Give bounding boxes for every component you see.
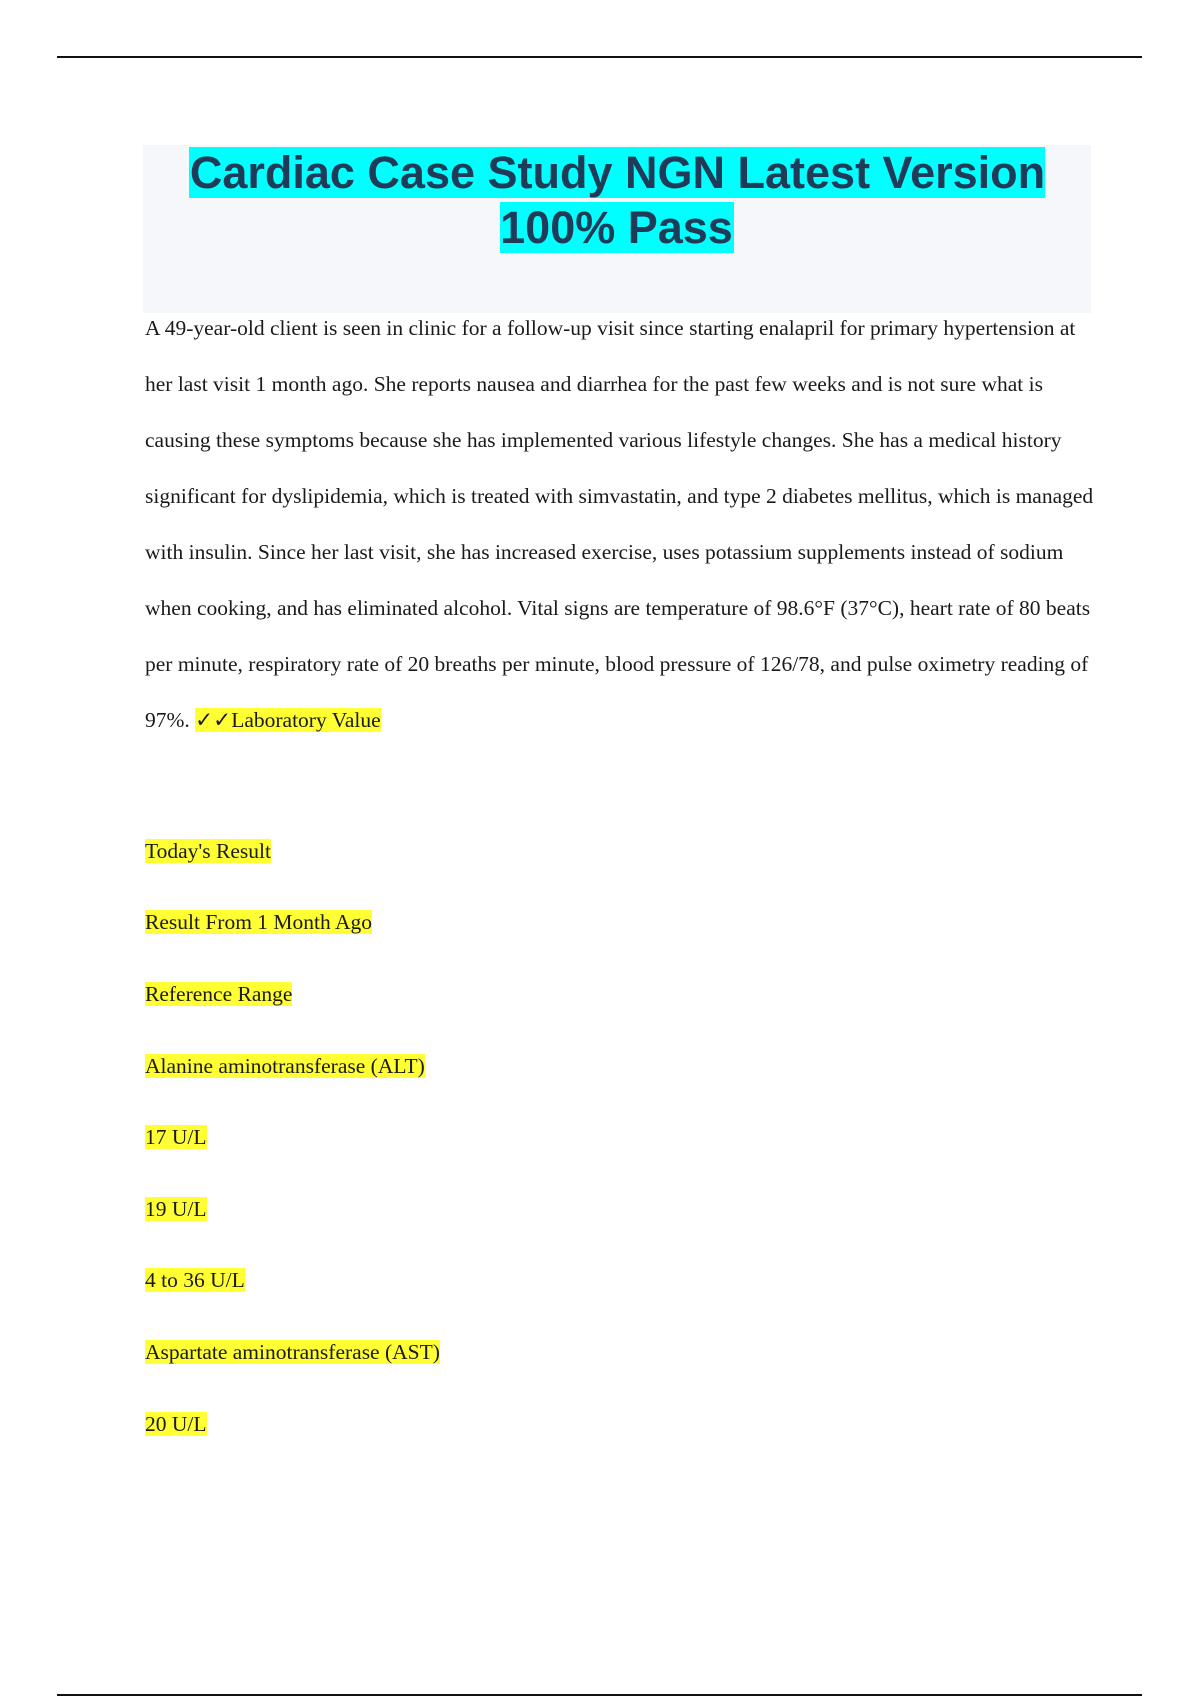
lab-line-ast: Aspartate aminotransferase (AST): [145, 1340, 440, 1364]
lab-value-heading: ✓✓Laboratory Value: [195, 708, 381, 732]
lab-line-alt-today: 17 U/L: [145, 1125, 207, 1149]
lab-line-todays-result: Today's Result: [145, 839, 271, 863]
case-paragraph: [145, 300, 1095, 748]
title-highlight: Cardiac Case Study NGN Latest Version 100% Pass: [189, 147, 1046, 253]
title-box: [143, 145, 1091, 313]
lab-line-result-1-month-ago: Result From 1 Month Ago: [145, 910, 372, 934]
lab-line-alt-previous: 19 U/L: [145, 1197, 207, 1221]
document-title: [143, 145, 1091, 255]
paragraph-text: A 49-year-old client is seen in clinic for a follow-up visit since starting enalapril for primary hypertension at her last visit 1 month ago. She reports nausea and diarrhea for the past few weeks and is not sure what is causing these symptoms because she has implemented various lifestyle changes. She has a medical history significant for dyslipidemia, which is treated with simvastatin, and type 2 diabetes mellitus, which is managed with insulin. Since her last visit, she has increased exercise, uses potassium supplements instead of sodium when cooking, and has eliminated alcohol. Vital signs are temperature of 98.6°F (37°C), heart rate of 80 beats per minute, respiratory rate of 20 breaths per minute, blood pressure of 126/78, and pulse oximetry reading of 97%.: [145, 316, 1094, 732]
top-rule: [57, 56, 1142, 58]
lab-line-alt-range: 4 to 36 U/L: [145, 1268, 245, 1292]
lab-line-ast-today: 20 U/L: [145, 1412, 207, 1436]
bottom-rule: [57, 1694, 1142, 1696]
lab-line-alt: Alanine aminotransferase (ALT): [145, 1054, 425, 1078]
lab-line-reference-range: Reference Range: [145, 982, 293, 1006]
